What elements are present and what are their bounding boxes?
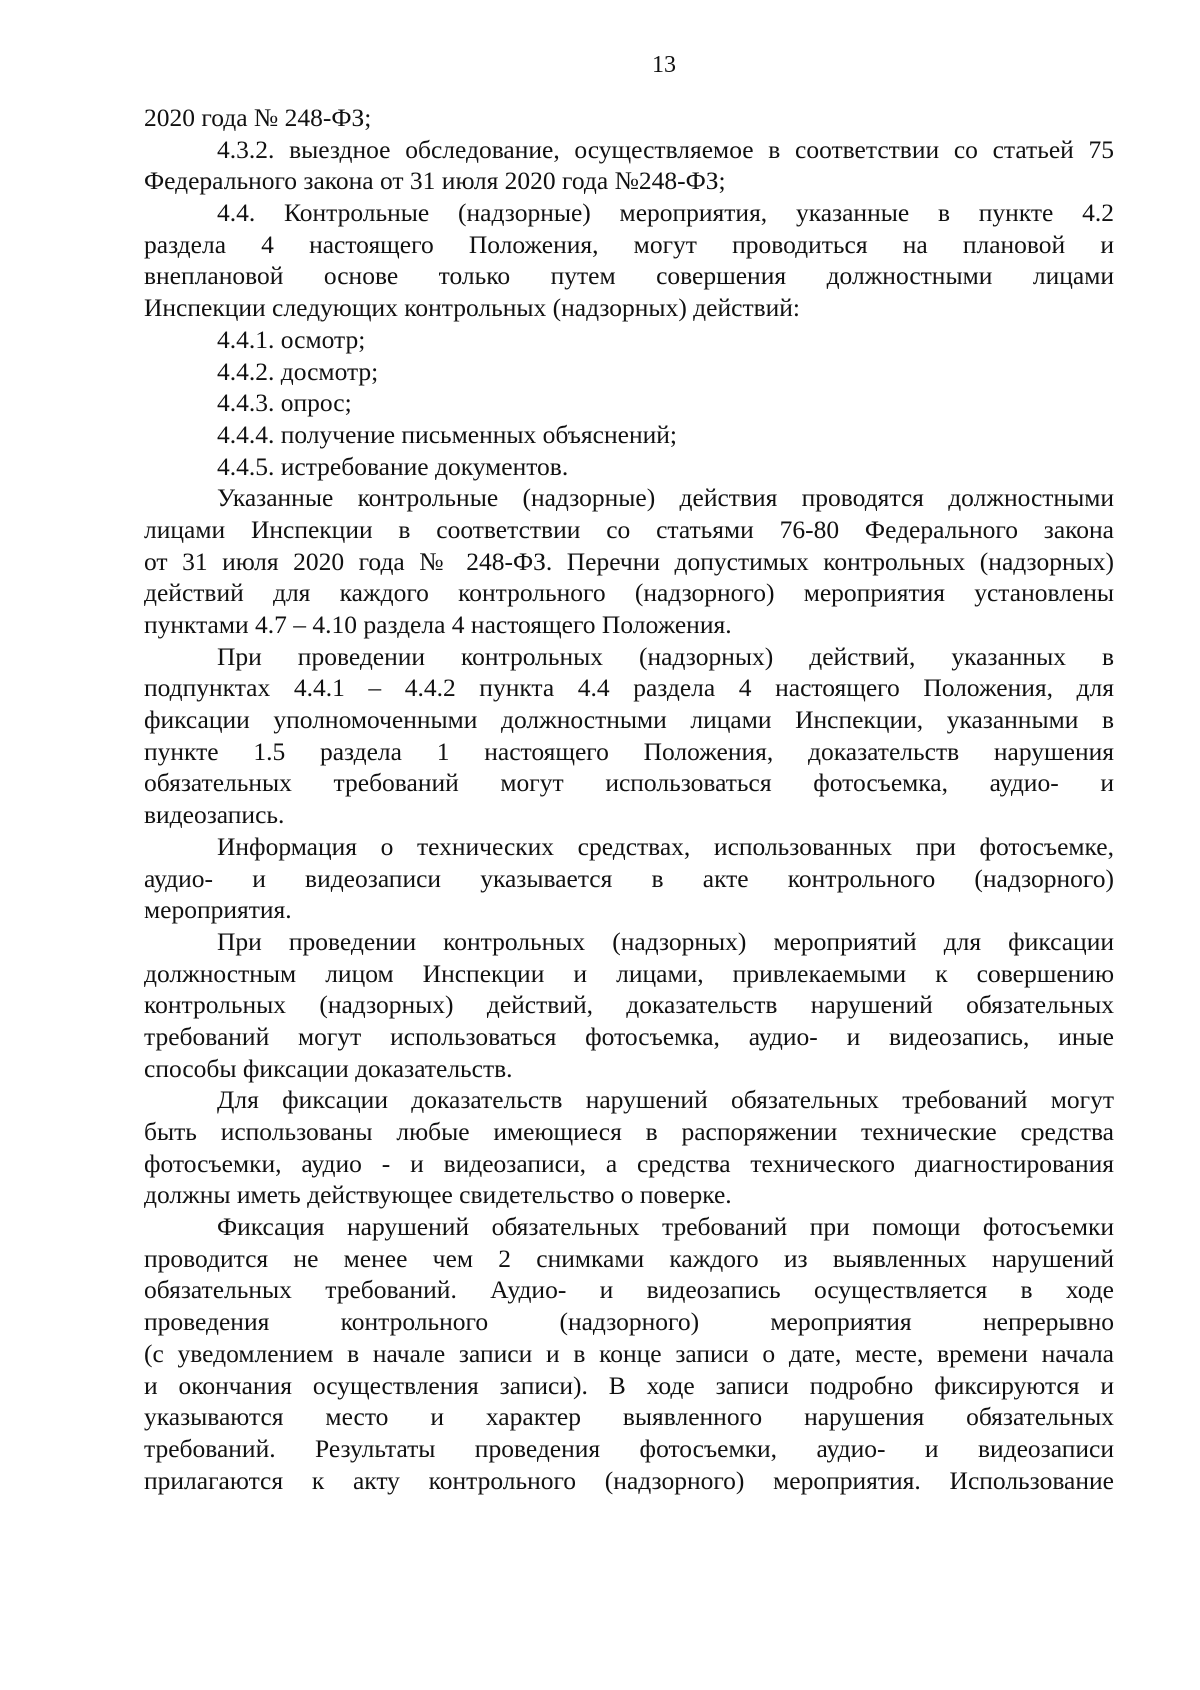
text-line: лицами Инспекции в соответствии со статьями 76-80 Федерального закона bbox=[144, 514, 1114, 544]
text-line: Инспекции следующих контрольных (надзорных) действий: bbox=[144, 293, 801, 323]
text-line: раздела 4 настоящего Положения, могут проводиться на плановой и bbox=[144, 229, 1114, 259]
text-line: обязательных требований могут использоваться фотосъемка, аудио- и bbox=[144, 768, 1114, 798]
text-line: мероприятия. bbox=[144, 895, 292, 925]
text-line: 4.3.2. выездное обследование, осуществляемое в соответствии со статьей 75 bbox=[217, 134, 1114, 164]
text-line: Для фиксации доказательств нарушений обязательных требований могут bbox=[217, 1085, 1114, 1115]
text-line: обязательных требований. Аудио- и видеозапись осуществляется в ходе bbox=[144, 1275, 1114, 1305]
text-line: контрольных (надзорных) действий, доказательств нарушений обязательных bbox=[144, 990, 1114, 1020]
text-line: проведения контрольного (надзорного) мероприятия непрерывно bbox=[144, 1307, 1114, 1337]
text-line: и окончания осуществления записи). В ходе записи подробно фиксируются и bbox=[144, 1370, 1114, 1400]
text-line: аудио- и видеозаписи указывается в акте контрольного (надзорного) bbox=[144, 863, 1114, 893]
text-line: фиксации уполномоченными должностными лицами Инспекции, указанными в bbox=[144, 705, 1114, 735]
text-line: прилагаются к акту контрольного (надзорного) мероприятия. Использование bbox=[144, 1465, 1114, 1495]
text-line: 4.4.5. истребование документов. bbox=[217, 451, 569, 481]
text-line: При проведении контрольных (надзорных) мероприятий для фиксации bbox=[217, 926, 1114, 956]
text-line: должностным лицом Инспекции и лицами, привлекаемыми к совершению bbox=[144, 958, 1114, 988]
text-line: требований могут использоваться фотосъемка, аудио- и видеозапись, иные bbox=[144, 1021, 1114, 1051]
text-line: Указанные контрольные (надзорные) действия проводятся должностными bbox=[217, 483, 1114, 513]
text-line: Федерального закона от 31 июля 2020 года №248-ФЗ; bbox=[144, 166, 726, 196]
text-line: 4.4.2. досмотр; bbox=[217, 356, 379, 386]
document-body bbox=[144, 102, 1114, 1496]
text-line: 4.4.1. осмотр; bbox=[217, 324, 366, 354]
text-line: указываются место и характер выявленного нарушения обязательных bbox=[144, 1402, 1114, 1432]
text-line: 2020 года № 248-ФЗ; bbox=[144, 103, 372, 132]
text-line: способы фиксации доказательств. bbox=[144, 1053, 513, 1083]
text-line: должны иметь действующее свидетельство о поверке. bbox=[144, 1180, 732, 1210]
text-line: (с уведомлением в начале записи и в конце записи о дате, месте, времени начала bbox=[144, 1338, 1114, 1368]
text-line: быть использованы любые имеющиеся в распоряжении технические средства bbox=[144, 1117, 1114, 1146]
text-line: пунктами 4.7 – 4.10 раздела 4 настоящего Положения. bbox=[144, 610, 732, 639]
text-line: 4.4.3. опрос; bbox=[217, 388, 352, 418]
text-line: 4.4. Контрольные (надзорные) мероприятия, указанные в пункте 4.2 bbox=[217, 198, 1114, 228]
page-number: 13 bbox=[652, 52, 676, 78]
text-line: При проведении контрольных (надзорных) действий, указанных в bbox=[217, 641, 1114, 671]
text-line: фотосъемки, аудио - и видеозаписи, а средства технического диагностирования bbox=[144, 1148, 1114, 1178]
text-line: видеозапись. bbox=[144, 800, 285, 830]
text-line: подпунктах 4.4.1 – 4.4.2 пункта 4.4 раздела 4 настоящего Положения, для bbox=[144, 673, 1114, 703]
text-line: требований. Результаты проведения фотосъемки, аудио- и видеозаписи bbox=[144, 1433, 1114, 1463]
text-line: 4.4.4. получение письменных объяснений; bbox=[217, 419, 677, 449]
text-line: пункте 1.5 раздела 1 настоящего Положения, доказательств нарушения bbox=[144, 736, 1114, 766]
text-line: Фиксация нарушений обязательных требований при помощи фотосъемки bbox=[217, 1212, 1114, 1242]
text-line: внеплановой основе только путем совершения должностными лицами bbox=[144, 261, 1114, 291]
text-line: действий для каждого контрольного (надзорного) мероприятия установлены bbox=[144, 578, 1114, 608]
text-line: Информация о технических средствах, использованных при фотосъемке, bbox=[217, 831, 1114, 861]
text-line: от 31 июля 2020 года № 248-ФЗ. Перечни допустимых контрольных (надзорных) bbox=[144, 546, 1114, 576]
text-line: проводится не менее чем 2 снимками каждого из выявленных нарушений bbox=[144, 1243, 1114, 1273]
